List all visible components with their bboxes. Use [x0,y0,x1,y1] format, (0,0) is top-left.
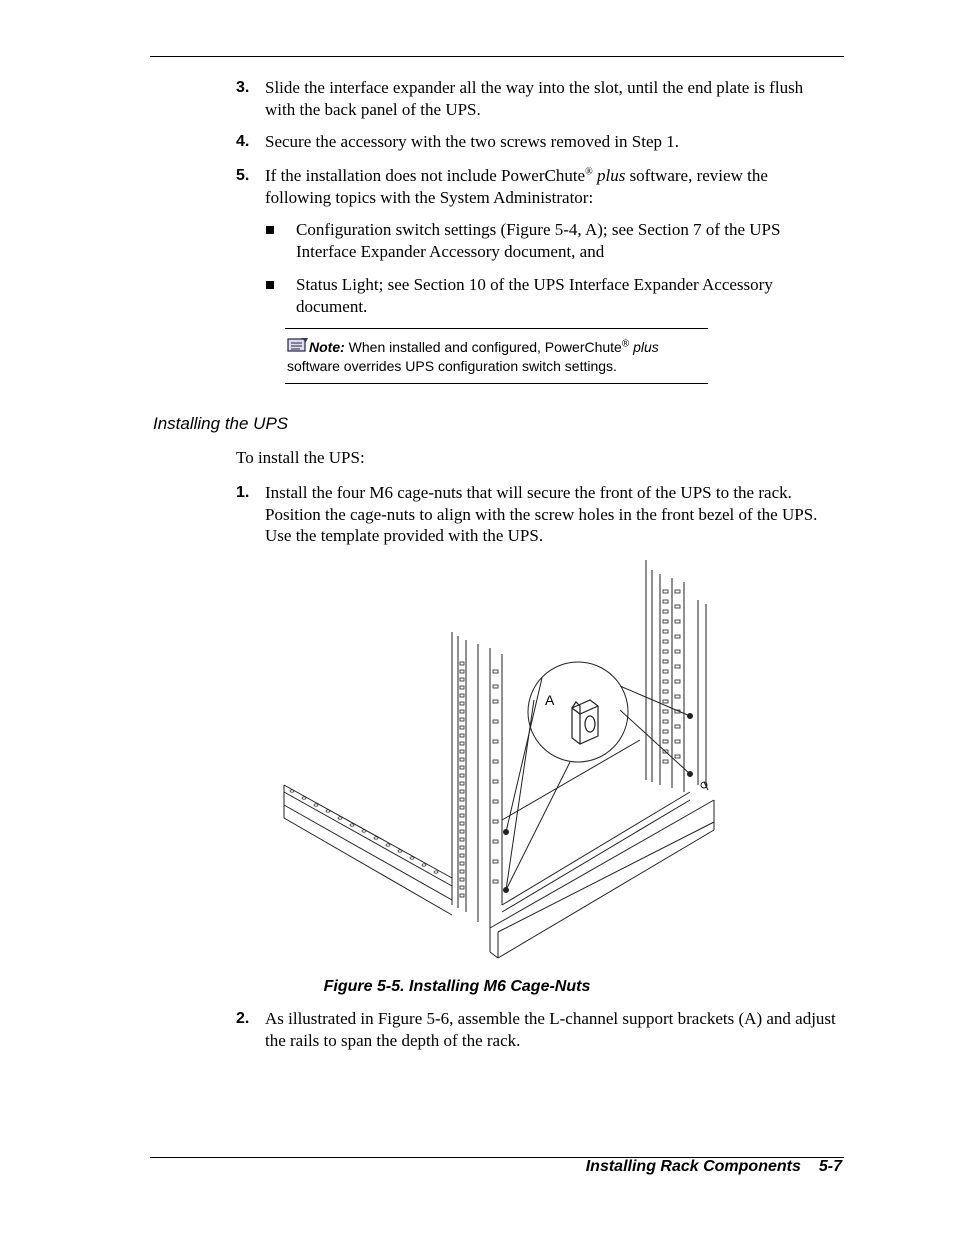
note-text: When installed and configured, PowerChute [344,339,622,355]
section-heading: Installing the UPS [153,414,289,433]
bullet-text: Status Light; see Section 10 of the UPS Interface Expander Accessory document. [296,275,773,316]
intro-text: To install the UPS: [236,448,365,467]
step-text: Secure the accessory with the two screws removed in Step 1. [265,132,680,151]
header-rule [150,56,844,57]
callout-a: A [545,692,555,708]
step-number: 3. [236,79,250,96]
bullet-item [264,219,839,262]
step-text: Install the four M6 cage-nuts that will secure the front of the UPS to the rack. Position the cage-nuts to align with the screw holes in the front bezel of the UPS. Use the template provided with the UPS. [265,483,818,545]
step-number: 1. [236,484,250,501]
note-box: Note: When installed and configured, PowerChute® plus software overrides UPS configuration switch settings. [285,328,708,384]
step-text: Slide the interface expander all the way into the slot, until the end plate is flush with the back panel of the UPS. [265,78,804,119]
note-pad-icon [287,337,309,357]
step-3 [236,77,836,120]
step-text: If the installation does not include PowerChute® plus software, review the following topics with the System Administrator: [265,166,768,207]
note-label: Note: [309,339,345,355]
bullet-square-icon [266,281,274,289]
page-footer [586,1158,842,1176]
install-step-1 [236,482,836,547]
bullet-square-icon [266,226,274,234]
bullet-item [264,274,839,317]
footer-title: Installing Rack Components [585,1158,801,1175]
page-number: 5-7 [818,1158,842,1175]
step-number: 5. [236,167,250,184]
step-number: 2. [236,1010,250,1027]
bullet-text: Configuration switch settings (Figure 5-4, A); see Section 7 of the UPS Interface Expander Accessory document, and [296,220,781,261]
step-text: As illustrated in Figure 5-6, assemble the L-channel support brackets (A) and adjust the rails to span the depth of the rack. [265,1009,836,1050]
rack-cage-nut-illustration [280,560,720,965]
step-5 [236,165,836,208]
step-number: 4. [236,133,250,150]
figure-caption: Figure 5-5. Installing M6 Cage-Nuts [323,978,591,995]
step-4 [236,131,836,153]
install-step-2 [236,1008,836,1051]
note-text-line2: software overrides UPS configuration switch settings. [287,358,617,374]
